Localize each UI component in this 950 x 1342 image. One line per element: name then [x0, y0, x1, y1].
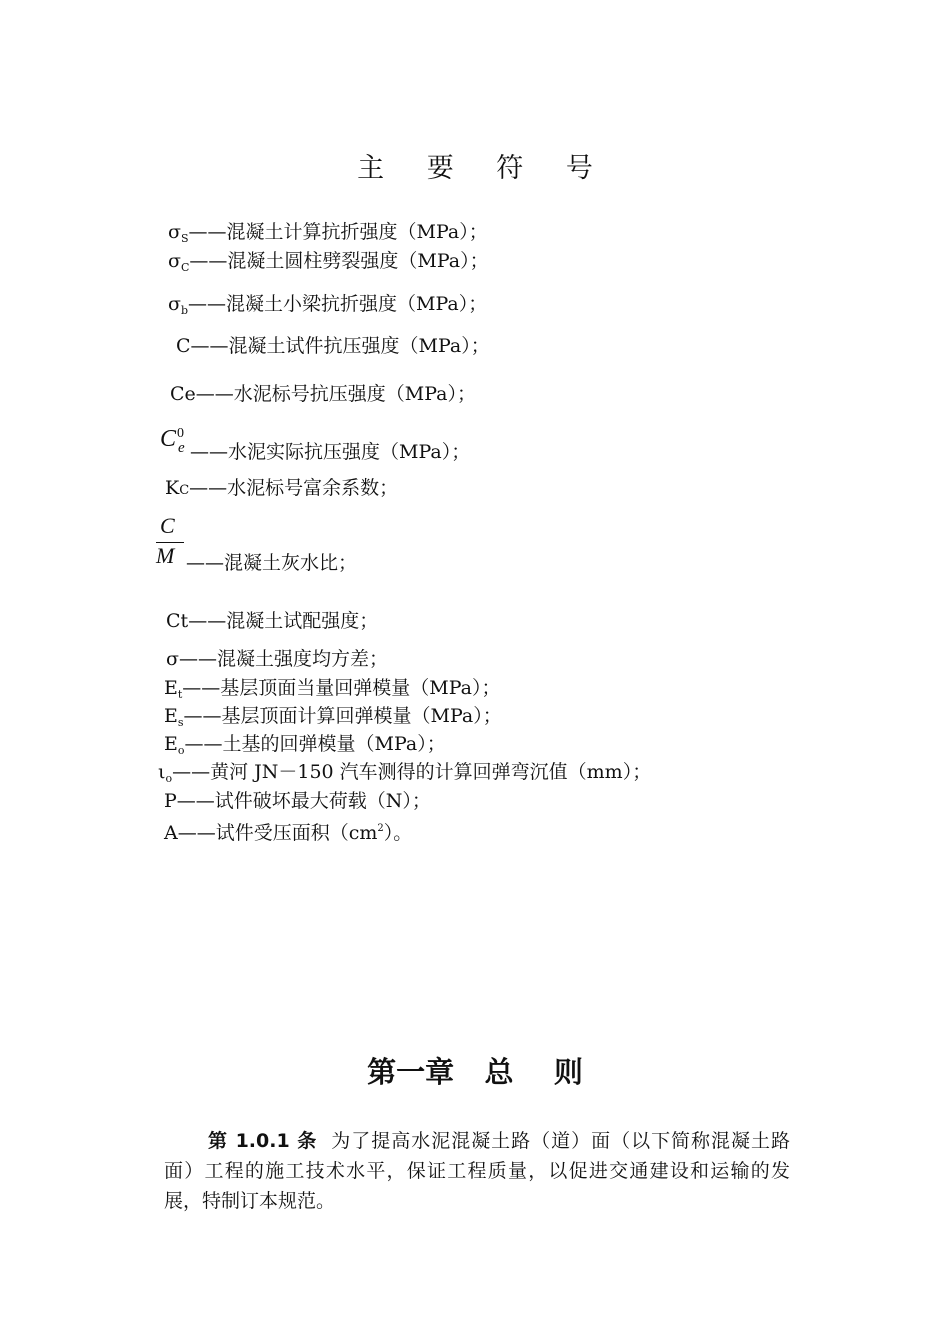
- symbol-description: ——试件破坏最大荷载（N）；: [176, 790, 431, 812]
- symbol-description: ——混凝土强度均方差；: [178, 648, 388, 670]
- symbol-letter: C: [176, 335, 191, 357]
- symbol-subscript: S: [180, 232, 189, 245]
- symbol-letter: E: [164, 733, 178, 755]
- symbol-entry: [168, 249, 489, 280]
- symbol-letter: σ: [168, 250, 181, 272]
- symbol-description: ——试件受压面积（cm: [177, 822, 378, 844]
- symbol-subscript: s: [177, 716, 184, 729]
- symbol-entry: [186, 551, 357, 575]
- symbol-letter: A: [164, 822, 178, 844]
- symbol-superscript: 2: [377, 823, 384, 834]
- symbol-letter: σ: [168, 293, 181, 315]
- symbol-description: ——混凝土小梁抗折强度（MPa）；: [188, 293, 488, 315]
- symbol-entry: [164, 817, 412, 845]
- symbol-entry: [165, 476, 398, 503]
- symbol-entry: [170, 382, 476, 406]
- symbol-subscript: e: [178, 440, 185, 456]
- symbol-letter: E: [164, 705, 178, 727]
- symbol-subscript: o: [177, 744, 185, 757]
- symbol-letter: C: [170, 383, 185, 405]
- symbol-description: ——混凝土试件抗压强度（MPa）；: [190, 335, 490, 357]
- symbol-subscript: o: [165, 772, 173, 785]
- symbol-entry: [164, 704, 502, 735]
- symbol-letter: P: [164, 790, 177, 812]
- symbol-entry: [190, 440, 470, 464]
- symbol-entry: [164, 676, 501, 707]
- fraction-denominator: M: [156, 543, 175, 568]
- article-text: 为了提高水泥混凝土路（道）面（以下简称混凝土路面）工程的施工技术水平，保证工程质量，以促进交通建设和运输的发展，特制订本规范。: [164, 1130, 790, 1212]
- chapter-title: 第一章 总 则: [367, 1055, 583, 1089]
- cement-actual-strength-symbol: [160, 426, 190, 462]
- symbol-entry: [176, 334, 490, 358]
- symbol-description: ——基层顶面计算回弹模量（MPa）；: [183, 705, 502, 727]
- symbol-description: ——混凝土试配强度；: [188, 610, 379, 632]
- symbol-description: ——基层顶面当量回弹模量（MPa）；: [182, 677, 501, 699]
- symbol-superscript: 0: [177, 426, 184, 441]
- article-paragraph: [164, 1126, 790, 1216]
- symbol-description: ——混凝土计算抗折强度（MPa）；: [188, 221, 488, 243]
- symbol-subscript: C: [180, 261, 190, 274]
- symbol-entry: [168, 220, 488, 251]
- article-number: 第 1.0.1 条: [208, 1130, 318, 1152]
- symbol-letter: C: [166, 610, 181, 632]
- symbol-letter: σ: [168, 221, 181, 243]
- symbol-letter: ι: [158, 761, 166, 783]
- symbol-subscript: C: [179, 483, 190, 498]
- symbol-description-tail: ）。: [383, 822, 413, 844]
- fraction-numerator: C: [160, 513, 175, 538]
- symbol-description: ——混凝土圆柱劈裂强度（MPa）；: [189, 250, 489, 272]
- symbol-entry: [166, 647, 388, 671]
- symbol-entry: [168, 292, 487, 323]
- symbol-letter: E: [164, 677, 178, 699]
- symbol-subscript: t: [180, 610, 189, 632]
- symbol-letter: C: [160, 426, 177, 452]
- symbol-description: ——混凝土灰水比；: [186, 552, 358, 574]
- symbol-description: ——水泥标号抗压强度（MPa）；: [195, 383, 477, 405]
- symbol-entry: [158, 760, 651, 791]
- symbol-subscript: b: [180, 304, 189, 317]
- symbol-entry: [164, 789, 431, 813]
- symbol-subscript: e: [184, 383, 196, 405]
- symbol-description: ——水泥实际抗压强度（MPa）；: [190, 441, 471, 463]
- symbol-letter: K: [165, 477, 180, 499]
- symbols-title: 主 要 符 号: [357, 153, 610, 184]
- symbol-entry: [164, 732, 446, 763]
- symbol-subscript: t: [177, 688, 183, 701]
- symbol-description: ——水泥标号富余系数；: [189, 477, 399, 499]
- symbol-description: ——土基的回弹模量（MPa）；: [184, 733, 446, 755]
- symbol-entry: [166, 609, 378, 633]
- symbol-letter: σ: [166, 648, 179, 670]
- symbol-description: ——黄河 JN－150 汽车测得的计算回弹弯沉值（mm）；: [172, 761, 652, 783]
- cement-water-ratio-fraction: [156, 513, 184, 569]
